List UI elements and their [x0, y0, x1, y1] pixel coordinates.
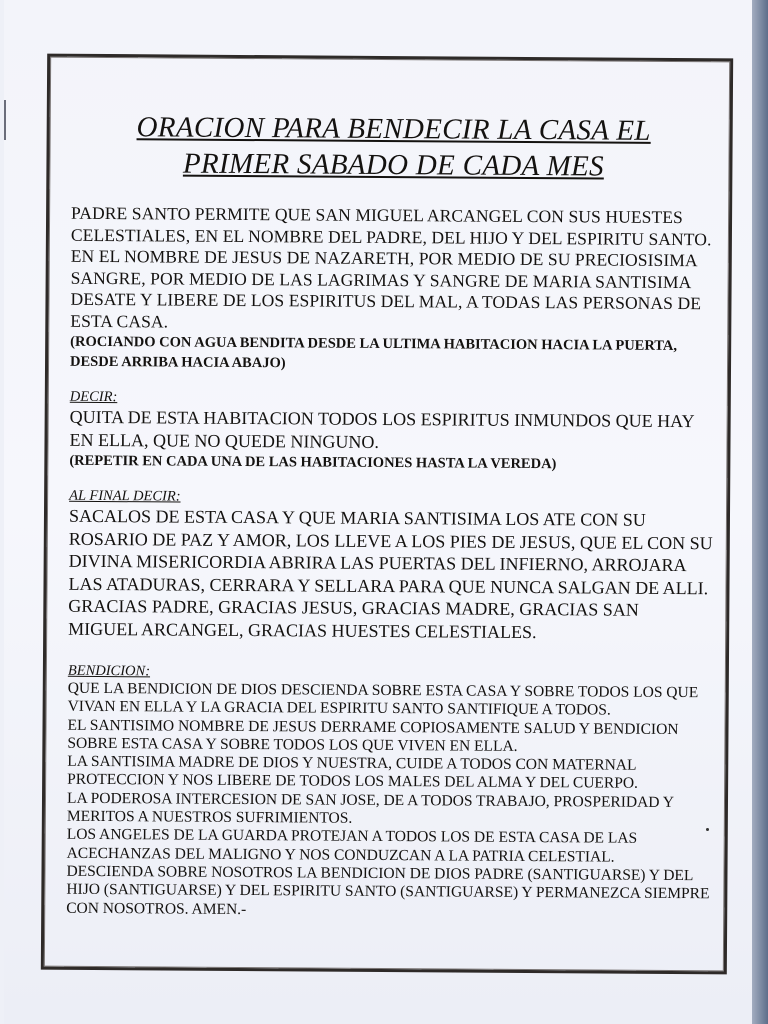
bendicion-line: LA PODEROSA INTERCESION DE SAN JOSE, DE A TODOS TRABAJO, PROSPERIDAD Y MERITOS A NUESTROS SUFRIMIENTOS. [66, 789, 674, 827]
decir-text: QUITA DE ESTA HABITACION TODOS LOS ESPIRITUS INMUNDOS QUE HAY EN ELLA, QUE NO QUEDE NINGUNO. [69, 406, 694, 452]
intro-paragraph: PADRE SANTO PERMITE QUE SAN MIGUEL ARCANGEL CON SUS HUESTES CELESTIALES, EN EL NOMBRE DEL PADRE, DEL HIJO Y DEL ESPIRITU SANTO. EN EL NOMBRE DE JESUS DE NAZARETH, POR MEDIO DE SU PRECIOSISIMA SANGRE, POR MEDIO DE LAS LAGRIMAS Y SANGRE DE MARIA SANTISIMA DESATE Y LIBERE DE LOS ESPIRITUS DEL MAL, A TODAS LAS PERSONAS DE ESTA CASA. [70, 202, 712, 331]
bendicion-line: DESCIENDA SOBRE NOSOTROS LA BENDICION DE DIOS PADRE (SANTIGUARSE) Y DEL HIJO (SANTIGUARSE) Y DEL ESPIRITU SANTO (SANTIGUARSE) Y PERMANEZCA SIEMPRE CON NOSOTROS. AMEN.- [66, 862, 710, 918]
document-title [71, 109, 715, 185]
title-line-1: ORACION PARA BENDECIR LA CASA EL [136, 111, 651, 147]
bendicion-line: QUE LA BENDICION DE DIOS DESCIENDA SOBRE ESTA CASA Y SOBRE TODOS LOS QUE VIVAN EN ELLA Y LA GRACIA DEL ESPIRITU SANTO SANTIFIQUE A TODOS. [67, 679, 699, 719]
final-heading: AL FINAL DECIR: [69, 487, 181, 505]
bendicion-line: EL SANTISIMO NOMBRE DE JESUS DERRAME COPIOSAMENTE SALUD Y BENDICION SOBRE ESTA CASA Y SOBRE TODOS LOS QUE VIVEN EN ELLA. [67, 716, 679, 755]
decir-heading: DECIR: [69, 388, 118, 406]
sheet-edge-shadow [4, 100, 6, 140]
final-text: SACALOS DE ESTA CASA Y QUE MARIA SANTISIMA LOS ATE CON SU ROSARIO DE PAZ Y AMOR, LOS LLEVE A LOS PIES DE JESUS, QUE EL CON SU DIVINA MISERICORDIA ABRIRA LAS PUERTAS DEL INFIERNO, ARROJARA LAS ATADURAS, CERRARA Y SELLARA PARA QUE NUNCA SALGAN DE ALLI. [68, 505, 713, 598]
intro-instruction: (ROCIANDO CON AGUA BENDITA DESDE LA ULTIMA HABITACION HACIA LA PUERTA, DESDE ARRIBA HACIA ABAJO) [69, 333, 678, 372]
bendicion-line: LA SANTISIMA MADRE DE DIOS Y NUESTRA, CUIDE A TODOS CON MATERNAL PROTECCION Y NOS LIBERE DE TODOS LOS MALES DEL ALMA Y DEL CUERPO. [67, 752, 638, 793]
paper-sheet [4, 0, 752, 1024]
document-content [66, 109, 716, 922]
bendicion-heading: BENDICION: [67, 662, 151, 680]
decir-instruction: (REPETIR EN CADA UNA DE LAS HABITACIONES HASTA LA VEREDA) [69, 452, 557, 473]
title-line-2: PRIMER SABADO DE CADA MES [182, 147, 604, 183]
bendicion-line: LOS ANGELES DE LA GUARDA PROTEJAN A TODOS LOS DE ESTA CASA DE LAS ACECHANZAS DEL MALIGNO Y NOS CONDUZCAN A LA PATRIA CELESTIAL. [66, 826, 638, 866]
document-border [41, 54, 733, 975]
bendicion-body [66, 680, 712, 922]
final-thanks: GRACIAS PADRE, GRACIAS JESUS, GRACIAS MADRE, GRACIAS SAN MIGUEL ARCANGEL, GRACIAS HUESTES CELESTIALES. [68, 595, 639, 642]
ink-speck [706, 828, 709, 831]
